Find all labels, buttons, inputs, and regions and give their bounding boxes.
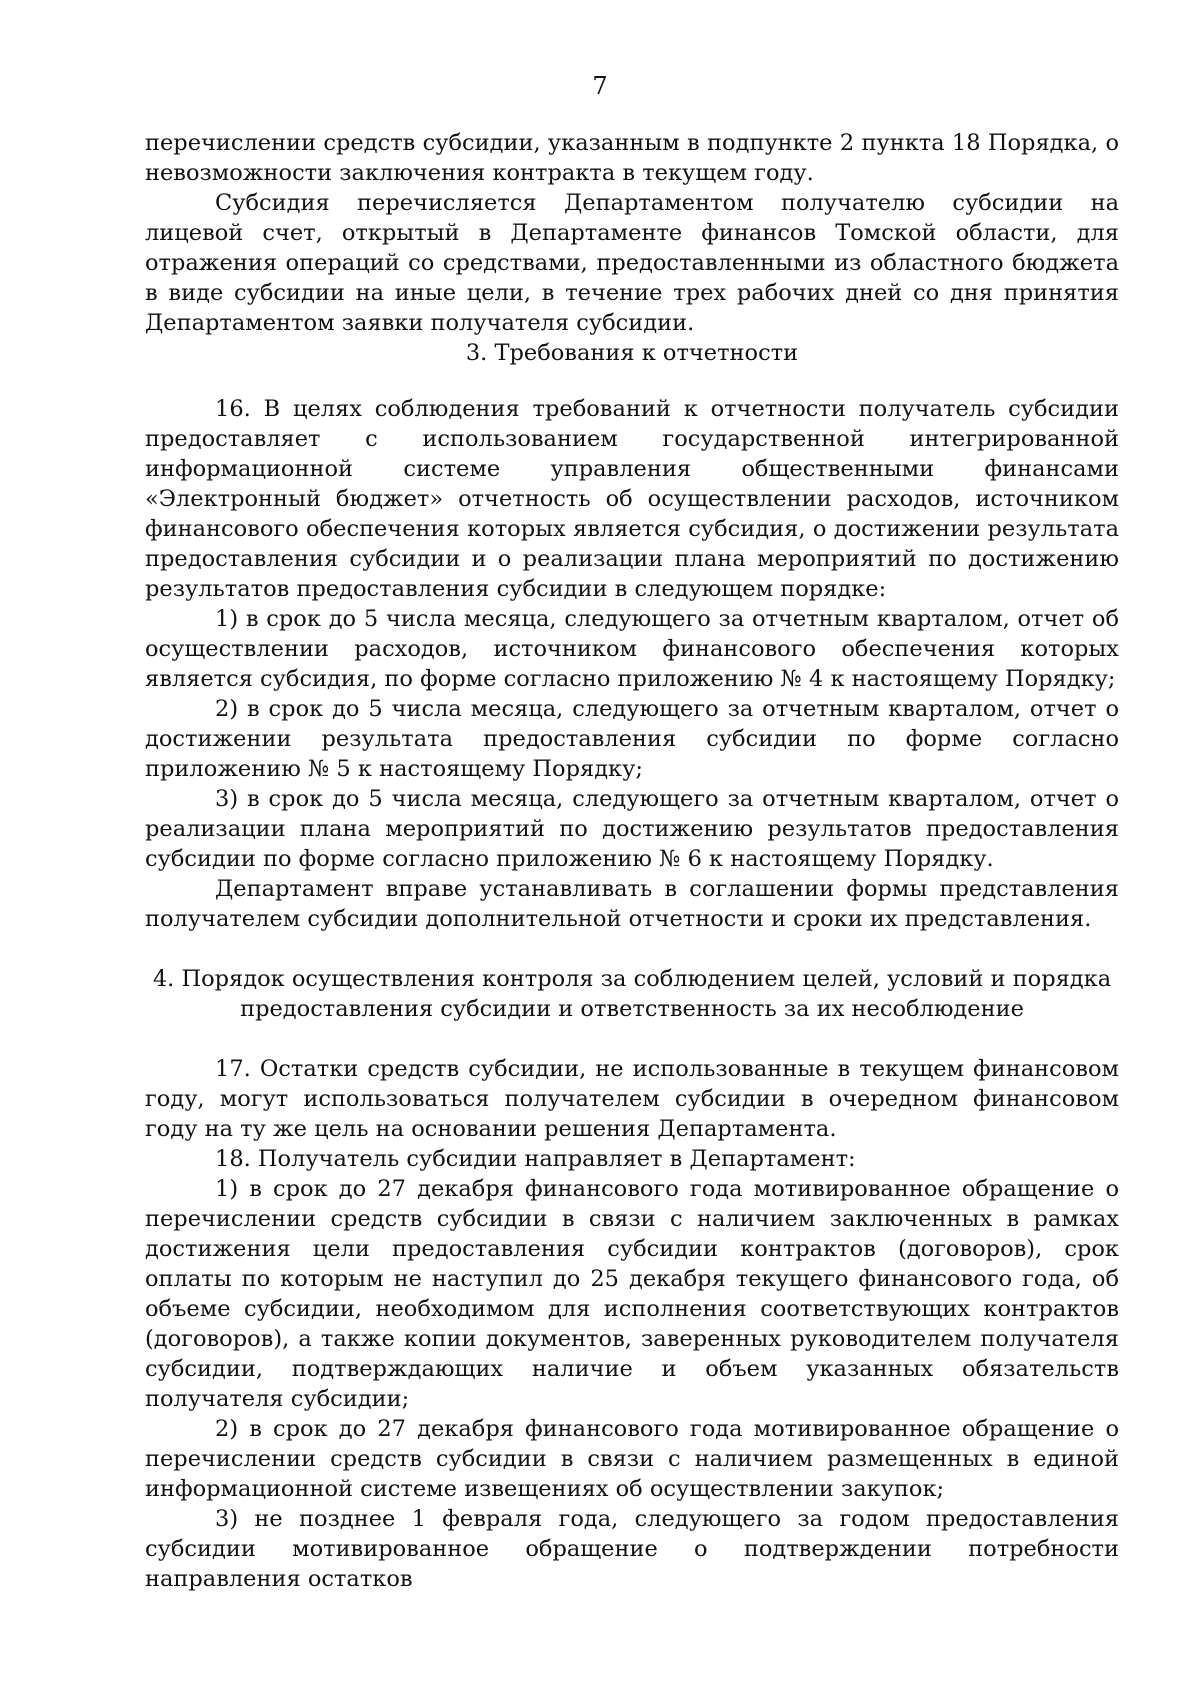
paragraph-17: 17. Остатки средств субсидии, не использованные в текущем финансовом году, могут использоваться получателем субсидии в очередном финансовом году на ту же цель на основании решения Департамента. (145, 1056, 1119, 1142)
document-body (145, 128, 1119, 1594)
paragraph-18: 18. Получатель субсидии направляет в Департамент: (215, 1146, 856, 1172)
section-4-title-line-2: предоставления субсидии и ответственность за их несоблюдение (240, 996, 1024, 1022)
spacer (145, 1024, 1119, 1054)
page-number: 7 (592, 72, 608, 100)
section-4-title-line-1: 4. Порядок осуществления контроля за соблюдением целей, условий и порядка (152, 966, 1112, 992)
paragraph-16-item-3: 3) в срок до 5 числа месяца, следующего за отчетным кварталом, отчет о реализации плана мероприятий по достижению результатов предоставления субсидии по форме согласно приложению № 6 к настоящему Порядку. (145, 786, 1119, 872)
section-3-title: 3. Требования к отчетности (465, 340, 799, 366)
paragraph-18-item-3: 3) не позднее 1 февраля года, следующего за годом предоставления субсидии мотивированное обращение о подтверждении потребности направления остатков (145, 1506, 1119, 1592)
spacer (145, 934, 1119, 964)
paragraph-subsidy-transfer: Субсидия перечисляется Департаментом получателю субсидии на лицевой счет, открытый в Департаменте финансов Томской области, для отражения операций со средствами, предоставленными из областного бюджета в виде субсидии на иные цели, в течение трех рабочих дней со дня принятия Департаментом заявки получателя субсидии. (145, 190, 1119, 336)
paragraph-16-item-2: 2) в срок до 5 числа месяца, следующего за отчетным кварталом, отчет о достижении результата предоставления субсидии по форме согласно приложению № 5 к настоящему Порядку; (145, 696, 1119, 782)
spacer (145, 368, 1119, 394)
paragraph-16-item-1: 1) в срок до 5 числа месяца, следующего за отчетным кварталом, отчет об осуществлении расходов, источником финансового обеспечения которых является субсидия, по форме согласно приложению № 4 к настоящему Порядку; (145, 606, 1119, 692)
paragraph-18-item-2: 2) в срок до 27 декабря финансового года мотивированное обращение о перечислении средств субсидии в связи с наличием размещенных в единой информационной системе извещениях об осуществлении закупок; (145, 1416, 1119, 1502)
paragraph-16-department: Департамент вправе устанавливать в соглашении формы представления получателем субсидии дополнительной отчетности и сроки их представления. (145, 876, 1119, 932)
paragraph-continuation: перечислении средств субсидии, указанным в подпункте 2 пункта 18 Порядка, о невозможности заключения контракта в текущем году. (145, 130, 1119, 186)
paragraph-16: 16. В целях соблюдения требований к отчетности получатель субсидии предоставляет с использованием государственной интегрированной информационной системе управления общественными финансами «Электронный бюджет» отчетность об осуществлении расходов, источником финансового обеспечения которых является субсидия, о достижении результата предоставления субсидии и о реализации плана мероприятий по достижению результатов предоставления субсидии в следующем порядке: (145, 396, 1119, 602)
paragraph-18-item-1: 1) в срок до 27 декабря финансового года мотивированное обращение о перечислении средств субсидии в связи с наличием заключенных в рамках достижения цели предоставления субсидии контрактов (договоров), срок оплаты по которым не наступил до 25 декабря текущего финансового года, об объеме субсидии, необходимом для исполнения соответствующих контрактов (договоров), а также копии документов, заверенных руководителем получателя субсидии, подтверждающих наличие и объем указанных обязательств получателя субсидии; (145, 1176, 1119, 1412)
